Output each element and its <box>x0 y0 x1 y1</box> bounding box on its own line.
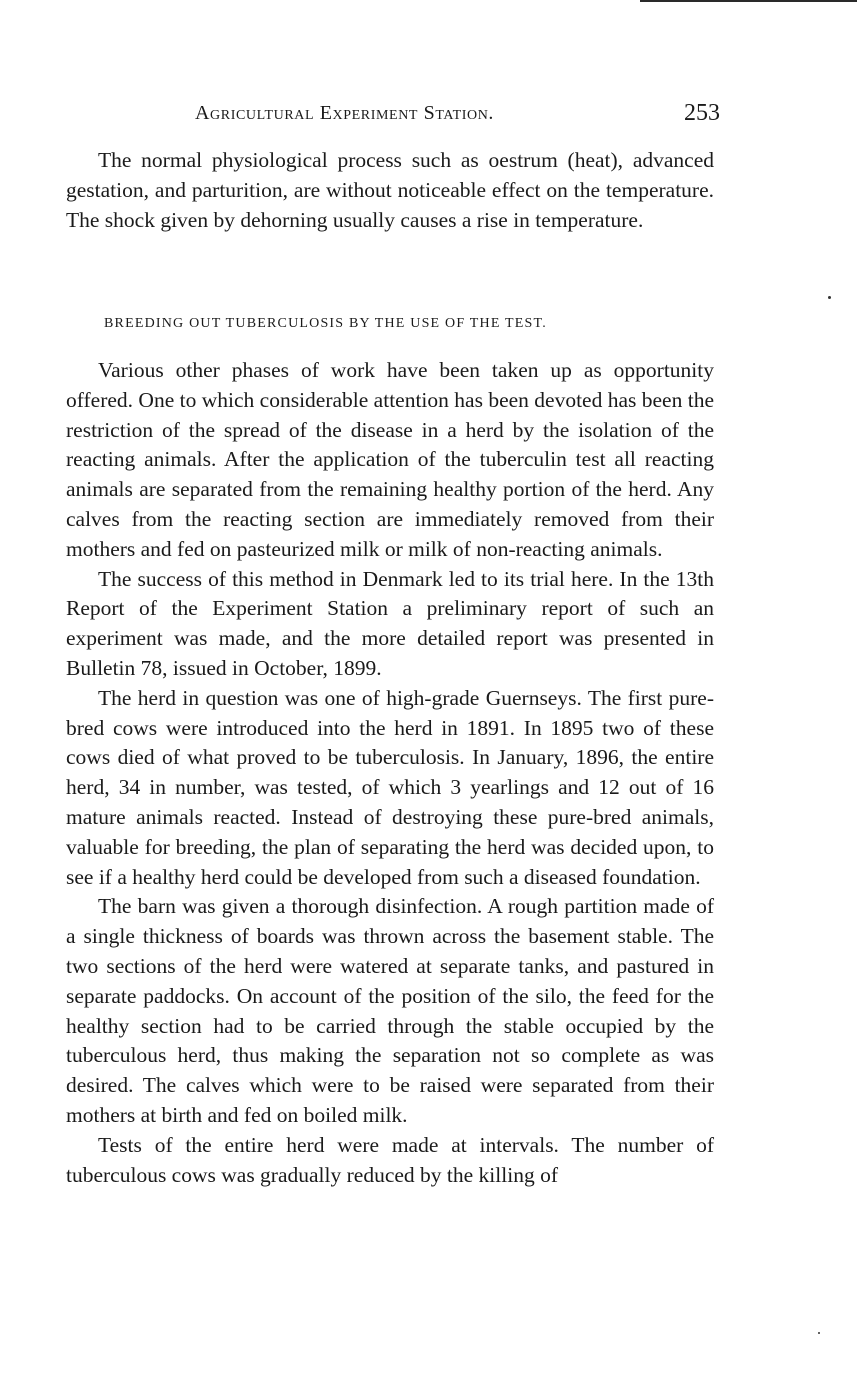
intro-text-block <box>66 146 714 235</box>
intro-paragraph: The normal physiological process such as oestrum (heat), advanced gestation, and parturition, are without noticeable effect on the temperature. The shock given by dehorning usually causes a rise in temperature. <box>66 148 714 232</box>
section-heading: BREEDING OUT TUBERCULOSIS BY THE USE OF THE TEST. <box>104 316 547 331</box>
page-header <box>0 100 857 132</box>
body-paragraph: The herd in question was one of high-grade Guernseys. The first pure-bred cows were introduced into the herd in 1891. In 1895 two of these cows died of what proved to be tuberculosis. In January, 1896, the entire herd, 34 in number, was tested, of which 3 yearlings and 12 out of 16 mature animals reacted. Instead of destroying these pure-bred animals, valuable for breeding, the plan of separating the herd was decided upon, to see if a healthy herd could be developed from such a diseased foundation. <box>66 685 714 889</box>
body-paragraph: Tests of the entire herd were made at intervals. The number of tuberculous cows was gradually reduced by the killing of <box>66 1132 714 1187</box>
scan-edge-line <box>640 0 857 2</box>
body-paragraph: The barn was given a thorough disinfection. A rough partition made of a single thickness of boards was thrown across the basement stable. The two sections of the herd were watered at separate tanks, and pastured in separate paddocks. On account of the position of the silo, the feed for the healthy section had to be carried through the stable occupied by the tuberculous herd, thus making the separation not so complete as was desired. The calves which were to be raised were separated from their mothers at birth and fed on boiled milk. <box>66 894 714 1127</box>
scan-speck <box>828 296 831 299</box>
section-body <box>66 356 714 1190</box>
body-paragraph: The success of this method in Denmark led to its trial here. In the 13th Report of the Experiment Station a preliminary report of such an experiment was made, and the more detailed report was presented in Bulletin 78, issued in October, 1899. <box>66 566 714 680</box>
running-head: Agricultural Experiment Station. <box>195 102 495 124</box>
body-paragraph: Various other phases of work have been taken up as opportunity offered. One to which considerable attention has been devoted has been the restriction of the spread of the disease in a herd by the isolation of the reacting animals. After the application of the tuberculin test all reacting animals are separated from the remaining healthy portion of the herd. Any calves from the reacting section are immediately removed from their mothers and fed on pasteurized milk or milk of non-reacting animals. <box>66 358 714 561</box>
scan-speck <box>818 1332 820 1334</box>
page-number: 253 <box>684 100 720 126</box>
